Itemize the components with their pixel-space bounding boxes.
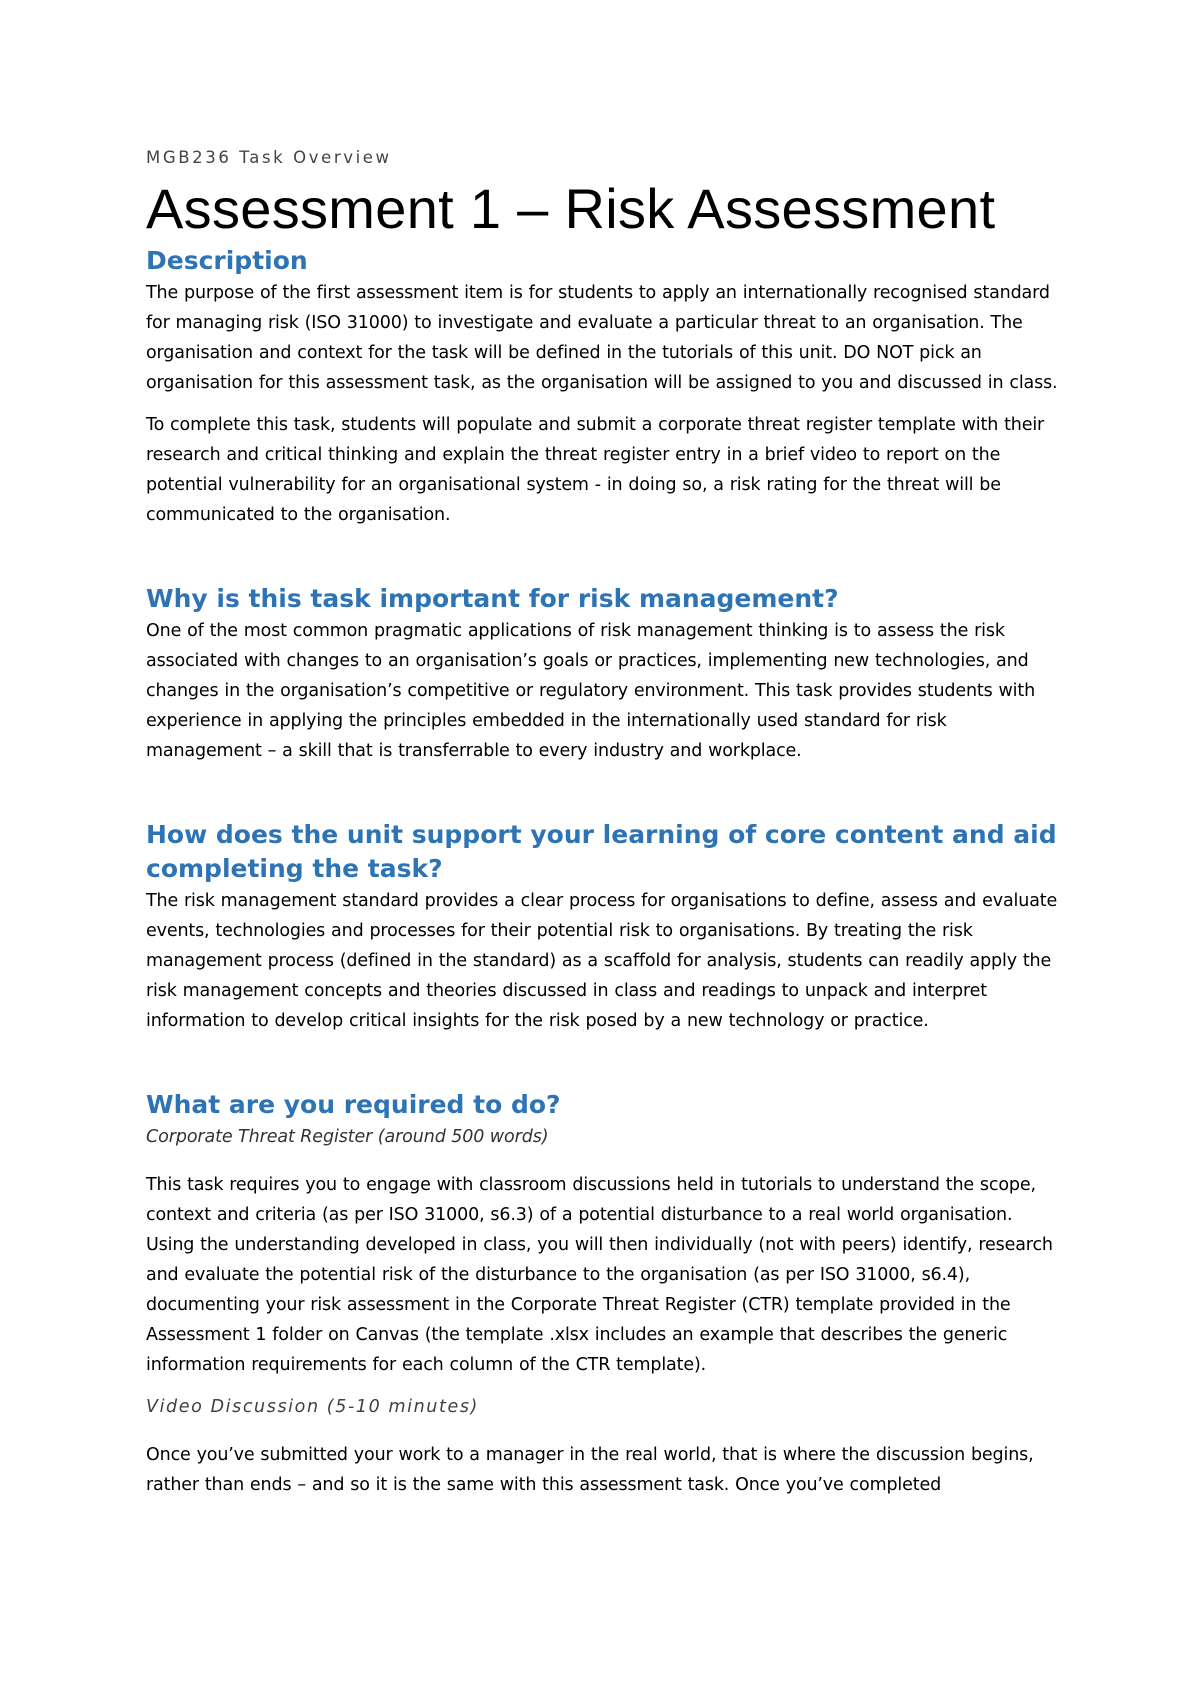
video-label: Video Discussion (5-10 minutes) [146, 1397, 479, 1417]
paragraph-description-2: To complete this task, students will populate and submit a corporate threat register template with their research and critical thinking and explain the threat register entry in a brief video to report on the potential vulnerability for an organisational system - in doing so, a risk rating for the threat will be communicated to the organisation. [146, 415, 1045, 525]
document-title: Assessment 1 – Risk Assessment [146, 177, 996, 240]
document-subtitle: MGB236 Task Overview [146, 148, 392, 167]
heading-support: How does the unit support your learning of core content and aid completing the task? [146, 820, 1057, 883]
heading-required: What are you required to do? [146, 1090, 561, 1119]
paragraph-importance: One of the most common pragmatic applications of risk management thinking is to assess the risk associated with changes to an organisation’s goals or practices, implementing new technologies, and changes in the organisation’s competitive or regulatory environment. This task provides students with experience in applying the principles embedded in the internationally used standard for risk management – a skill that is transferrable to every industry and workplace. [146, 621, 1036, 761]
paragraph-required-2: Once you’ve submitted your work to a manager in the real world, that is where the discussion begins, rather than ends – and so it is the same with this assessment task. Once you’ve completed [146, 1445, 1034, 1495]
register-label: Corporate Threat Register (around 500 words) [146, 1127, 549, 1147]
paragraph-support: The risk management standard provides a clear process for organisations to define, assess and evaluate events, technologies and processes for their potential risk to organisations. By treating the risk management process (defined in the standard) as a scaffold for analysis, students can readily apply the risk management concepts and theories discussed in class and readings to unpack and interpret information to develop critical insights for the risk posed by a new technology or practice. [146, 891, 1058, 1031]
heading-description: Description [146, 246, 308, 275]
paragraph-required-1: This task requires you to engage with classroom discussions held in tutorials to understand the scope, context and criteria (as per ISO 31000, s6.3) of a potential disturbance to a real world organisation. Using the understanding developed in class, you will then individually (not with peers) identify, research and evaluate the potential risk of the disturbance to the organisation (as per ISO 31000, s6.4), documenting your risk assessment in the Corporate Threat Register (CTR) template provided in the Assessment 1 folder on Canvas (the template .xlsx includes an example that describes the generic information requirements for each column of the CTR template). [146, 1175, 1053, 1375]
paragraph-description-1: The purpose of the first assessment item is for students to apply an internationally recognised standard for managing risk (ISO 31000) to investigate and evaluate a particular threat to an organisation. The organisation and context for the task will be defined in the tutorials of this unit. DO NOT pick an organisation for this assessment task, as the organisation will be assigned to you and discussed in class. [146, 283, 1058, 393]
heading-importance: Why is this task important for risk management? [146, 584, 839, 613]
